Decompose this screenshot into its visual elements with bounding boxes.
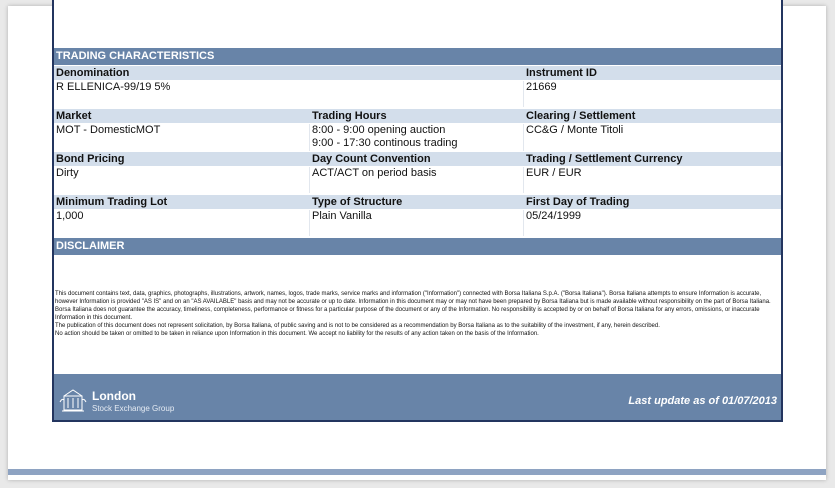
market-label: Market <box>56 110 92 122</box>
instrument-id-label: Instrument ID <box>526 67 597 79</box>
denomination-label: Denomination <box>56 67 130 79</box>
day-count-value: ACT/ACT on period basis <box>310 167 524 193</box>
bond-pricing-value: Dirty <box>54 167 310 193</box>
value-row-3 <box>54 167 781 193</box>
label-row-1 <box>54 66 781 80</box>
denomination-value: R ELLENICA-99/19 5% <box>54 81 524 107</box>
structure-value: Plain Vanilla <box>310 210 524 236</box>
instrument-id-value: 21669 <box>526 81 557 93</box>
clearing-label: Clearing / Settlement <box>526 110 636 122</box>
disclaimer-paragraph-1: This document contains text, data, graphics, photographs, illustrations, artwork, names, logos, trade marks, service marks and information ("Information") connected with Borsa Italiana S.p.A. ("Borsa Italiana"). Borsa Italiana attempts to ensure Information is accurate, however Information is provided "AS IS" and on an "AS AVAILABLE" basis and may not be accurate or up to date. Information in this document may or may not have been prepared by Borsa Italiana but is made available without responsibility on the part of Borsa Italiana. Borsa Italiana does not guarantee the accuracy, timeliness, completeness, performance or fitness for a particular purpose of the document or any of the Information. No responsibility is accepted by or on behalf of Borsa Italiana for any errors, omissions, or inaccurate Information in this document. <box>55 291 771 321</box>
min-lot-label: Minimum Trading Lot <box>56 196 168 208</box>
bond-pricing-label: Bond Pricing <box>56 153 125 165</box>
trading-hours-label: Trading Hours <box>312 110 387 122</box>
instrument-document <box>52 0 783 422</box>
lseg-crest-icon <box>58 388 88 414</box>
first-day-value: 05/24/1999 <box>526 210 582 222</box>
page-bottom-bar <box>8 469 826 475</box>
currency-value: EUR / EUR <box>526 167 582 179</box>
trading-hours-value <box>310 124 524 151</box>
trading-hours-line-1: 8:00 - 9:00 opening auction <box>312 124 446 136</box>
disclaimer-header: DISCLAIMER <box>54 238 781 255</box>
logo-name: London <box>92 389 136 403</box>
clearing-value: CC&G / Monte Titoli <box>526 124 624 136</box>
market-value: MOT - DomesticMOT <box>54 124 310 151</box>
first-day-label: First Day of Trading <box>526 196 630 208</box>
label-row-4 <box>54 195 781 209</box>
label-row-2 <box>54 109 781 123</box>
currency-label: Trading / Settlement Currency <box>526 153 683 165</box>
logo-subtitle: Stock Exchange Group <box>92 404 175 413</box>
value-row-1 <box>54 81 781 107</box>
min-lot-value: 1,000 <box>54 210 310 236</box>
day-count-label: Day Count Convention <box>312 153 431 165</box>
value-row-2 <box>54 124 781 151</box>
structure-label: Type of Structure <box>312 196 403 208</box>
disclaimer-paragraph-2: The publication of this document does not represent solicitation, by Borsa Italiana, of public saving and is not to be considered as a recommendation by Borsa Italiana as to the suitability of the investment, if any, herein described. <box>55 323 660 329</box>
trading-characteristics-header: TRADING CHARACTERISTICS <box>54 48 781 65</box>
last-update-text: Last update as of 01/07/2013 <box>628 395 777 407</box>
disclaimer-text <box>54 290 781 338</box>
value-row-4 <box>54 210 781 236</box>
disclaimer-paragraph-3: No action should be taken or omitted to be taken in reliance upon Information in this document. We accept no liability for the results of any action taken on the basis of the Information. <box>55 331 539 337</box>
trading-hours-line-2: 9:00 - 17:30 continous trading <box>312 137 458 149</box>
document-footer <box>54 374 781 420</box>
label-row-3 <box>54 152 781 166</box>
